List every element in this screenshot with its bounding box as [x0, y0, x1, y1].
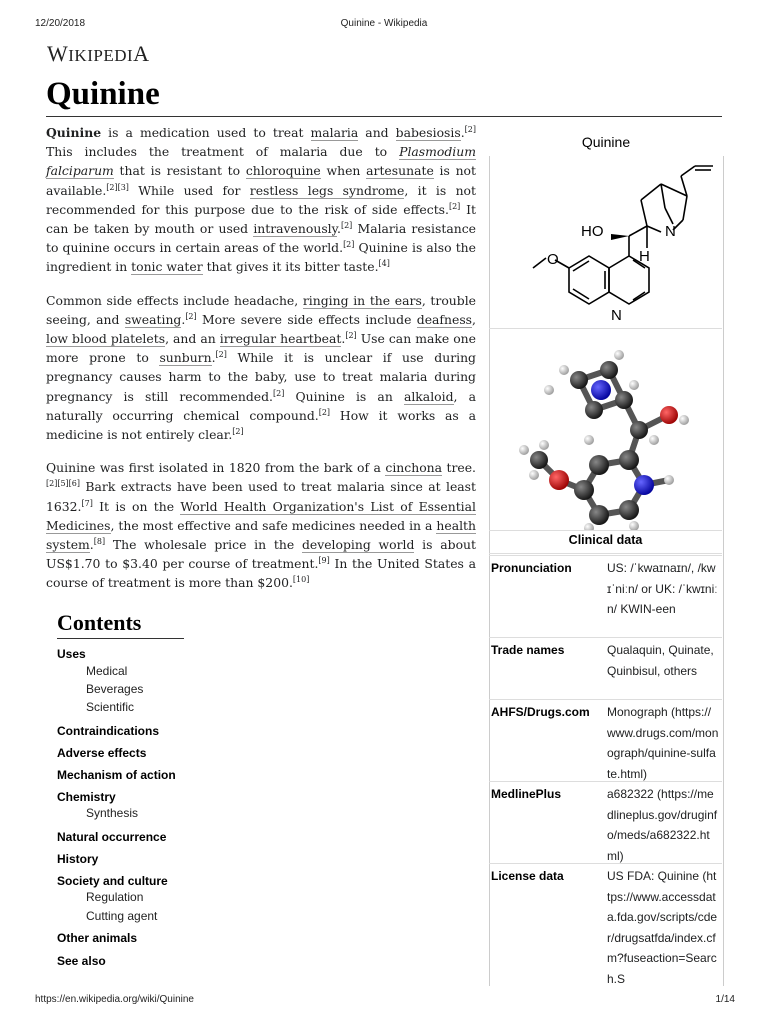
infobox-key: MedlinePlus: [491, 787, 562, 801]
infobox-value[interactable]: US: /ˈkwaɪnaɪn/, /kwɪˈniːn/ or UK: /ˈkwɪniːn/ KWIN-een: [607, 561, 718, 616]
title-divider: [46, 116, 722, 117]
toc-item[interactable]: See also: [57, 954, 106, 968]
citation-ref[interactable]: [2]: [464, 124, 477, 134]
toc-item[interactable]: Synthesis: [86, 806, 139, 820]
article-link[interactable]: ringing in the ears: [302, 292, 422, 308]
infobox-row-license-data: [489, 863, 722, 987]
infobox-key: Pronunciation: [491, 561, 572, 575]
text-run: How it works as a medicine is not entirely clear.: [46, 407, 477, 443]
infobox-value[interactable]: US FDA: Quinine (https://www.accessdata.fda.gov/scripts/cder/drugsatfda/index.cfm?fuseaction=Search.S: [607, 869, 718, 986]
toc-item[interactable]: Uses: [57, 647, 86, 661]
article-link[interactable]: alkaloid: [403, 388, 454, 404]
citation-ref[interactable]: [2]: [272, 388, 285, 398]
article-link[interactable]: World Health Organization's List of Essential Medicines: [46, 498, 476, 533]
text-run: when: [320, 163, 367, 179]
article-link[interactable]: intravenously: [253, 221, 337, 237]
print-url: https://en.wikipedia.org/wiki/Quinine: [35, 994, 194, 1005]
citation-ref[interactable]: [2][3]: [106, 182, 129, 192]
text-run: The wholesale price in the: [105, 537, 302, 553]
infobox-value: Qualaquin, Quinate, Quinbisul, others: [607, 643, 714, 678]
article-link[interactable]: low blood platelets: [46, 331, 166, 347]
infobox-key: AHFS/Drugs.com: [491, 705, 590, 719]
paragraph-history: [46, 458, 476, 592]
text-run: , trouble seeing, and: [46, 292, 476, 327]
text-run: While it is unclear if use during pregnancy causes harm to the baby, use to treat malaria during pregnancy is still recommended.: [46, 350, 476, 404]
text-run: .: [337, 221, 341, 237]
article-link[interactable]: deafness: [416, 311, 473, 327]
hydrogen-label: H: [639, 248, 650, 265]
toc-item[interactable]: Natural occurrence: [57, 830, 167, 844]
citation-ref[interactable]: [2]: [340, 220, 353, 230]
text-run: .: [181, 311, 186, 327]
toc-title: Contents: [57, 610, 142, 635]
text-run: Common side effects include headache,: [46, 292, 303, 308]
text-run: In the United States a course of treatment is more than $200.: [46, 556, 476, 591]
toc-item[interactable]: Mechanism of action: [57, 768, 176, 782]
text-run: and: [358, 125, 396, 140]
text-run: is about US$1.70 to $3.40 per course of treatment.: [46, 537, 477, 572]
paragraph-intro: [46, 123, 476, 277]
article-link[interactable]: developing world: [301, 537, 415, 553]
citation-ref[interactable]: [2]: [345, 330, 357, 340]
article-link[interactable]: cinchona: [385, 460, 443, 476]
text-run: Quinine was first isolated in 1820 from the bark of a: [46, 460, 386, 476]
wordmark-first: W: [47, 41, 69, 66]
text-run: .: [211, 350, 216, 366]
text-run: tree.: [442, 460, 477, 476]
page-title: Quinine: [46, 76, 160, 112]
article-link[interactable]: restless legs syndrome: [249, 182, 405, 198]
article-link[interactable]: tonic water: [131, 259, 203, 275]
text-run: , it is not recommended for this purpose due to the risk of side effects.: [46, 182, 476, 217]
citation-ref[interactable]: [2]: [232, 426, 244, 436]
article-link[interactable]: malaria: [310, 125, 359, 140]
bold-term: Quinine: [46, 125, 102, 140]
toc-item[interactable]: History: [57, 852, 99, 866]
infobox-value[interactable]: Monograph (https://www.drugs.com/monograph/quinine-sulfate.html): [607, 705, 719, 781]
infobox-value[interactable]: a682322 (https://medlineplus.gov/druginfo/meds/a682322.html): [607, 787, 718, 863]
print-page-number: 1/14: [715, 994, 735, 1005]
citation-ref[interactable]: [8]: [93, 536, 106, 546]
citation-ref[interactable]: [2]: [318, 407, 331, 417]
text-run: It is on the: [92, 498, 181, 514]
text-run: More severe side effects include: [196, 311, 417, 327]
text-run: .: [341, 331, 346, 347]
oxygen-glyph: O: [547, 251, 559, 268]
print-title: Quinine - Wikipedia: [340, 18, 428, 29]
text-run: .: [89, 537, 94, 553]
article-link[interactable]: chloroquine: [245, 163, 321, 179]
article-link[interactable]: health system: [46, 517, 476, 553]
text-run: Quinine is also the ingredient in: [46, 240, 476, 275]
quinoline-nitrogen-label: N: [611, 307, 622, 324]
text-run: It can be taken by mouth or used: [46, 201, 476, 237]
toc-item[interactable]: Beverages: [86, 682, 144, 696]
infobox-section-clinical-data: Clinical data: [489, 533, 722, 554]
text-run: ,: [472, 311, 476, 327]
skeletal-formula-image[interactable]: [489, 156, 722, 329]
wordmark-last: A: [133, 41, 150, 66]
text-run: , and an: [165, 331, 220, 347]
skeletal-formula-svg: [489, 156, 722, 328]
print-date: 12/20/2018: [35, 18, 86, 29]
text-run: , the most effective and safe medicines needed in a: [110, 517, 437, 533]
toc-divider: [57, 638, 184, 639]
text-run: that is resistant to: [113, 163, 246, 179]
citation-ref[interactable]: [2][5][6]: [46, 479, 80, 489]
citation-ref[interactable]: [2]: [185, 311, 197, 321]
text-run: Malaria resistance to quinine occurs in certain areas of the world.: [46, 221, 476, 256]
citation-ref[interactable]: [2]: [215, 350, 227, 360]
paragraph-side-effects: [46, 291, 476, 445]
toc-item[interactable]: Scientific: [86, 700, 135, 714]
article-body: [46, 123, 476, 607]
article-link[interactable]: irregular heartbeat: [219, 331, 342, 347]
text-run: is not available.: [46, 163, 476, 198]
citation-ref[interactable]: [7]: [81, 498, 93, 508]
citation-ref[interactable]: [10]: [292, 575, 310, 585]
text-run: Quinine is an: [284, 388, 404, 404]
article-link[interactable]: Plasmodium falciparum: [46, 144, 476, 179]
toc-item[interactable]: Cutting agent: [86, 909, 158, 923]
toc-item[interactable]: Contraindications: [57, 724, 160, 738]
text-run: is a medication used to treat: [101, 125, 311, 140]
citation-ref[interactable]: [4]: [378, 259, 390, 269]
citation-ref[interactable]: [2]: [343, 240, 355, 250]
hydroxyl-label: HO: [581, 223, 604, 240]
citation-ref[interactable]: [2]: [448, 201, 461, 211]
article-link[interactable]: sunburn: [159, 350, 212, 366]
infobox-row-trade-names: [489, 637, 722, 700]
wordmark-rest: IKIPEDI: [68, 46, 134, 65]
toc-item[interactable]: Society and culture: [57, 874, 168, 888]
toc-item[interactable]: Medical: [86, 664, 128, 678]
citation-ref[interactable]: [9]: [318, 556, 330, 566]
text-run: Use can make one more prone to: [46, 331, 476, 366]
ball-and-stick-svg: [489, 330, 722, 530]
toc-item[interactable]: Regulation: [86, 890, 144, 904]
toc-item[interactable]: Other animals: [57, 931, 138, 945]
infobox-row-pronunciation: [489, 555, 722, 638]
toc-item[interactable]: Adverse effects: [57, 746, 147, 760]
quinuclidine-nitrogen-label: N: [665, 223, 676, 240]
infobox-row-ahfs: [489, 699, 722, 782]
ball-and-stick-model-image[interactable]: [489, 330, 722, 531]
infobox-key: License data: [491, 869, 564, 883]
toc-item[interactable]: Chemistry: [57, 790, 116, 804]
article-link[interactable]: sweating: [124, 311, 182, 327]
infobox-row-medlineplus: [489, 781, 722, 864]
text-run: that gives it its bitter taste.: [202, 259, 379, 275]
text-run: This includes the treatment of malaria due to: [46, 144, 400, 160]
wikipedia-wordmark[interactable]: [47, 41, 150, 67]
article-link[interactable]: babesiosis: [395, 125, 461, 140]
text-run: Bark extracts have been used to treat malaria since at least 1632.: [46, 479, 476, 514]
text-run: , a naturally occurring chemical compound.: [46, 388, 476, 423]
text-run: .: [460, 125, 465, 140]
text-run: While used for: [128, 182, 250, 198]
infobox-key: Trade names: [491, 643, 565, 657]
article-link[interactable]: artesunate: [366, 163, 434, 179]
infobox-title: Quinine: [581, 134, 631, 150]
